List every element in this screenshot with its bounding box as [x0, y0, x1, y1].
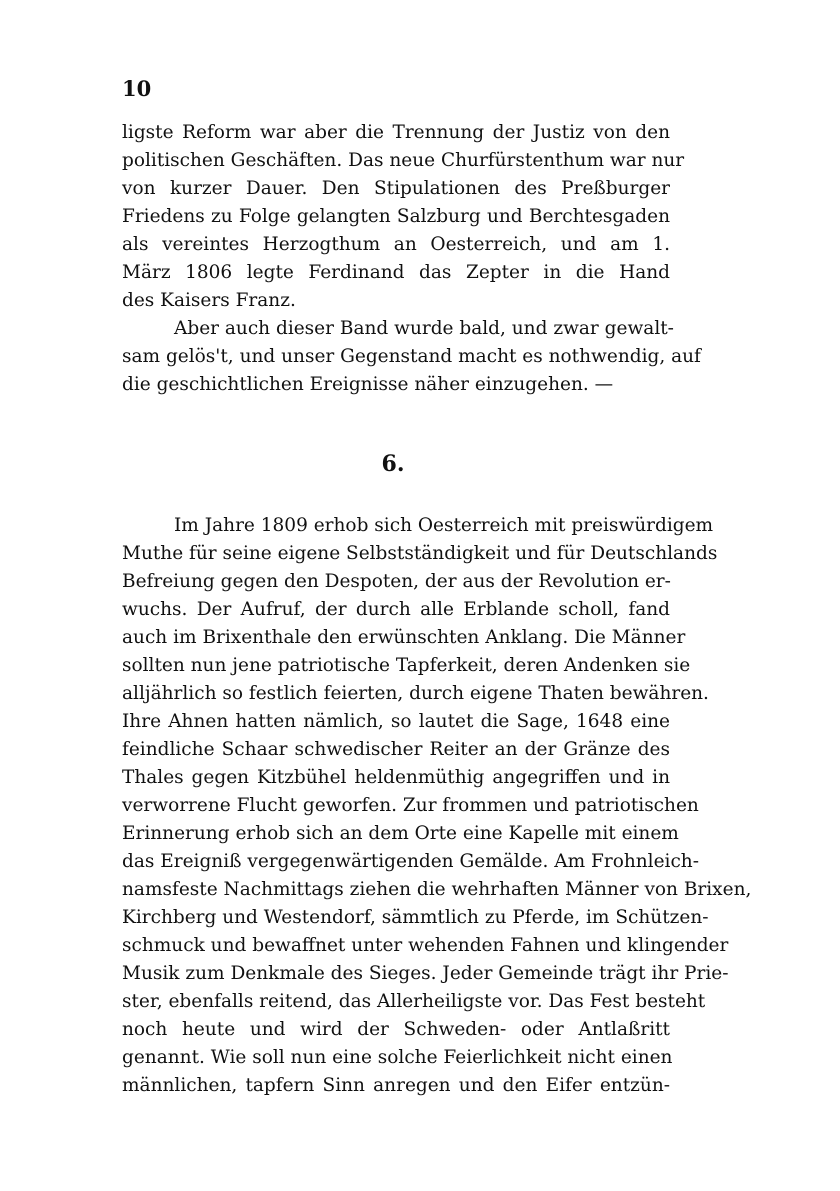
text-line: alljährlich so festlich feierten, durch eigene Thaten bewähren. [122, 683, 709, 704]
text-line: noch heute und wird der Schweden- oder Antlaßritt [122, 1019, 670, 1040]
text-line: verworrene Flucht geworfen. Zur frommen und patriotischen [122, 795, 699, 816]
paragraph-reform [122, 119, 685, 315]
text-line: Erinnerung erhob sich an dem Orte eine Kapelle mit einem [122, 823, 679, 844]
text-line: Im Jahre 1809 erhob sich Oesterreich mit preiswürdigem [174, 515, 714, 536]
text-line: des Kaisers Franz. [122, 290, 296, 311]
text-line: feindliche Schaar schwedischer Reiter an der Gränze des [122, 739, 670, 760]
text-line: März 1806 legte Ferdinand das Zepter in die Hand [122, 262, 670, 283]
text-line: Kirchberg und Westendorf, sämmtlich zu Pferde, im Schützen- [122, 907, 709, 928]
text-line: politischen Geschäften. Das neue Churfürstenthum war nur [122, 150, 685, 171]
text-line: von kurzer Dauer. Den Stipulationen des Preßburger [122, 178, 670, 199]
text-line: Thales gegen Kitzbühel heldenmüthig angegriffen und in [122, 767, 670, 788]
text-line: Ihre Ahnen hatten nämlich, so lautet die Sage, 1648 eine [122, 711, 670, 732]
text-line: namsfeste Nachmittags ziehen die wehrhaften Männer von Brixen, [122, 879, 752, 900]
text-line: ligste Reform war aber die Trennung der Justiz von den [122, 122, 670, 143]
paragraph-band [122, 315, 701, 399]
text-line: männlichen, tapfern Sinn anregen und den Eifer entzün- [122, 1075, 670, 1096]
text-line: Friedens zu Folge gelangten Salzburg und Berchtesgaden [122, 206, 670, 227]
section-heading: 6. [381, 451, 405, 477]
page-number: 10 [122, 76, 152, 101]
text-line: Muthe für seine eigene Selbstständigkeit und für Deutschlands [122, 543, 718, 564]
text-line: Befreiung gegen den Despoten, der aus der Revolution er- [122, 571, 671, 592]
text-line: sam gelös't, und unser Gegenstand macht es nothwendig, auf [122, 346, 701, 367]
text-line: sollten nun jene patriotische Tapferkeit, deren Andenken sie [122, 655, 691, 676]
text-line: Musik zum Denkmale des Sieges. Jeder Gemeinde trägt ihr Prie- [122, 963, 729, 984]
text-line: auch im Brixenthale den erwünschten Anklang. Die Männer [122, 627, 686, 648]
text-line: ster, ebenfalls reitend, das Allerheiligste vor. Das Fest besteht [122, 991, 706, 1012]
text-line: als vereintes Herzogthum an Oesterreich, und am 1. [122, 234, 670, 255]
text-line: schmuck und bewaffnet unter wehenden Fahnen und klingender [122, 935, 729, 956]
text-line: Aber auch dieser Band wurde bald, und zwar gewalt- [174, 318, 674, 339]
paragraph-1809 [122, 512, 752, 1100]
text-line: die geschichtlichen Ereignisse näher einzugehen. — [122, 374, 614, 395]
text-line: genannt. Wie soll nun eine solche Feierlichkeit nicht einen [122, 1047, 673, 1068]
text-line: wuchs. Der Aufruf, der durch alle Erblande scholl, fand [122, 599, 670, 620]
text-line: das Ereigniß vergegenwärtigenden Gemälde. Am Frohnleich- [122, 851, 699, 872]
